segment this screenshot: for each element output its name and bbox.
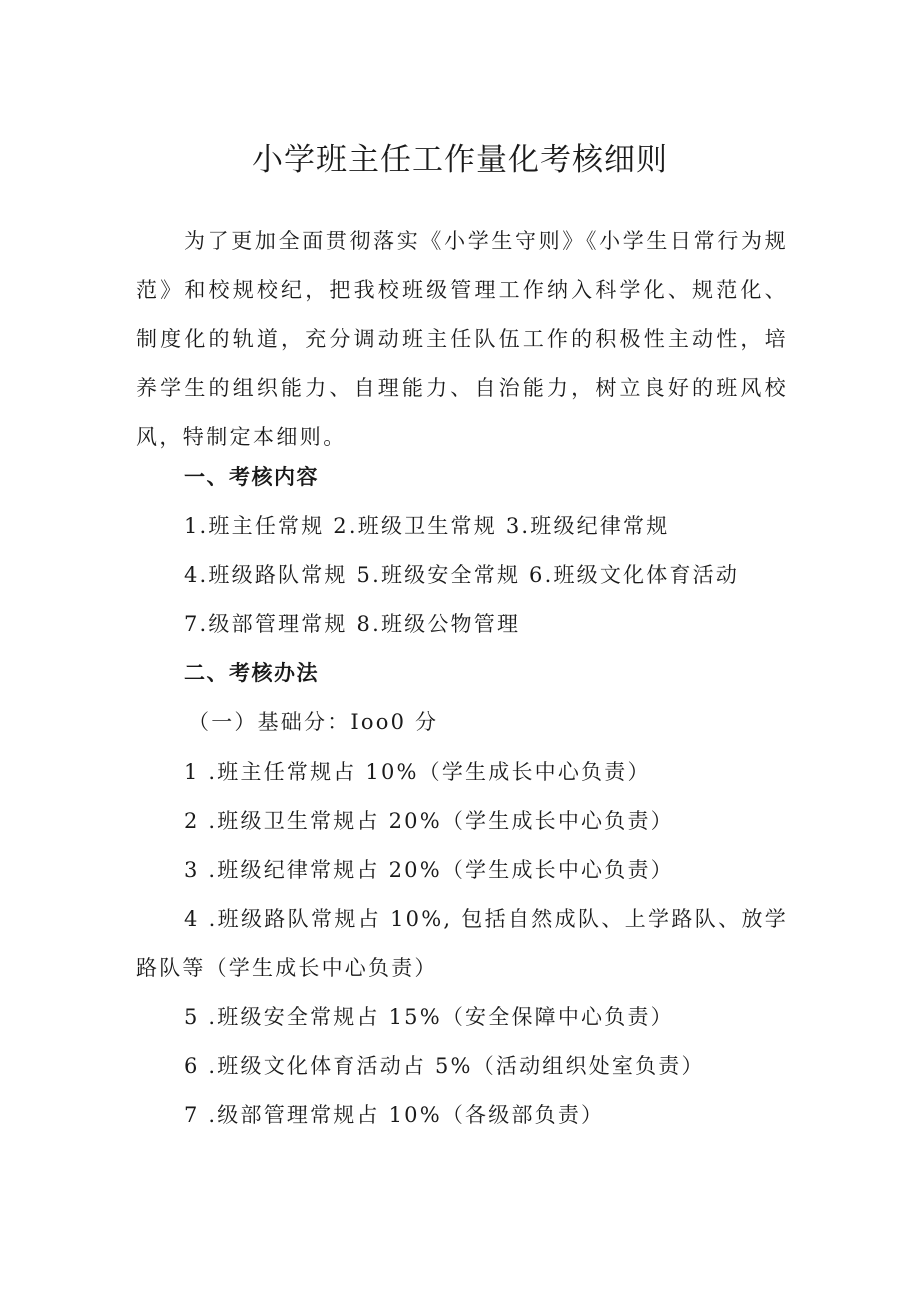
section1-line: 4.班级路队常规 5.班级安全常规 6.班级文化体育活动 bbox=[184, 563, 740, 587]
section2-heading: 二、考核办法 bbox=[184, 661, 319, 685]
section2-subheading: （一）基础分：Ioo0 分 bbox=[188, 710, 439, 734]
assessment-item: 1 .班主任常规占 10%（学生成长中心负责） bbox=[184, 760, 651, 784]
section1-line: 1.班主任常规 2.班级卫生常规 3.班级纪律常规 bbox=[184, 514, 670, 538]
document-title: 小学班主任工作量化考核细则 bbox=[252, 142, 668, 178]
intro-paragraph: 为了更加全面贯彻落实《小学生守则》《小学生日常行为规范》和校规校纪，把我校班级管理工作纳入科学化、规范化、制度化的轨道，充分调动班主任队伍工作的积极性主动性，培养学生的组织能力、自理能力、自治能力，树立良好的班风校风，特制定本细则。 bbox=[136, 229, 788, 449]
assessment-item: 7 .级部管理常规占 10%（各级部负责） bbox=[184, 1103, 605, 1127]
section1-line: 7.级部管理常规 8.班级公物管理 bbox=[184, 612, 521, 636]
assessment-item: 4 .班级路队常规占 10%, 包括自然成队、上学路队、放学路队等（学生成长中心负责） bbox=[136, 907, 788, 980]
assessment-item: 3 .班级纪律常规占 20%（学生成长中心负责） bbox=[184, 858, 674, 882]
assessment-item: 5 .班级安全常规占 15%（安全保障中心负责） bbox=[184, 1005, 674, 1029]
section1-heading: 一、考核内容 bbox=[184, 465, 319, 489]
assessment-item: 6 .班级文化体育活动占 5%（活动组织处室负责） bbox=[184, 1054, 705, 1078]
assessment-item: 2 .班级卫生常规占 20%（学生成长中心负责） bbox=[184, 809, 674, 833]
